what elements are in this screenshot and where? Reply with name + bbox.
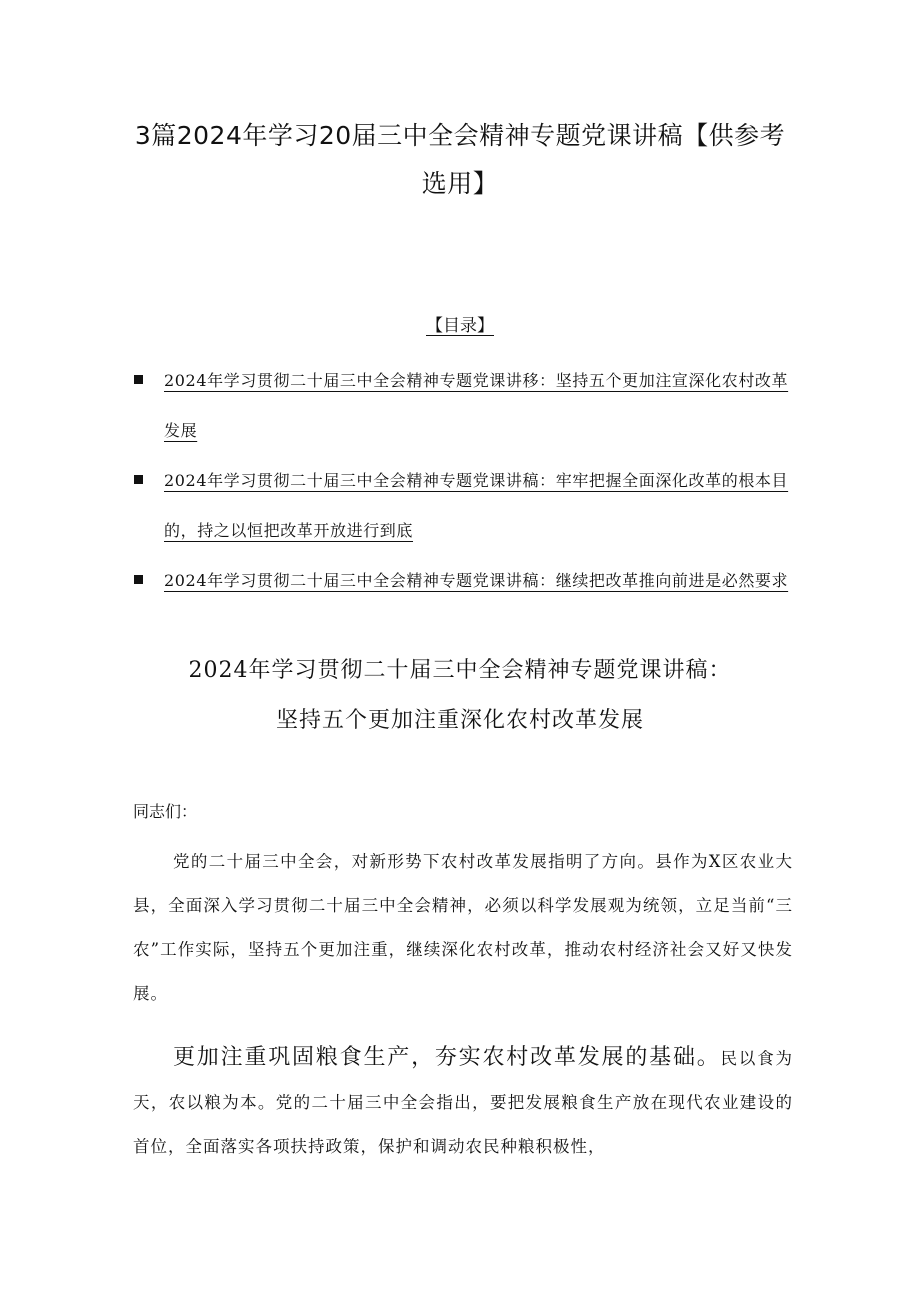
section-title [130, 646, 790, 746]
toc-heading [0, 312, 920, 340]
square-bullet-icon [134, 375, 143, 384]
document-title: 3篇2024年学习20届三中全会精神专题党课讲稿【供参考选用】 [134, 121, 786, 198]
greeting: 同志们： [133, 802, 198, 821]
paragraph-2 [133, 1036, 793, 1169]
square-bullet-icon [134, 475, 143, 484]
paragraph-2-lead: 更加注重巩固粮食生产，夯实农村改革发展的基础。 [173, 1045, 721, 1070]
section-title-line1: 2024年学习贯彻二十届三中全会精神专题党课讲稿： [188, 658, 732, 683]
paragraph-2-body: 民以食为天，农以粮为本。党的二十届三中全会指出，要把发展粮食生产放在现代农业建设的首位，全面落实各项扶持政策，保护和调动农民种粮积极性， [133, 1049, 793, 1156]
toc-item [130, 456, 790, 556]
square-bullet-icon [134, 575, 143, 584]
toc-link-3[interactable]: 2024年学习贯彻二十届三中全会精神专题党课讲稿：继续把改革推向前进是必然要求 [164, 571, 789, 590]
table-of-contents [130, 356, 790, 606]
toc-item [130, 556, 790, 606]
toc-heading-text: 【目录】 [426, 316, 494, 336]
section-title-line2: 坚持五个更加注重深化农村改革发展 [275, 708, 644, 733]
toc-item [130, 356, 790, 456]
toc-link-1[interactable]: 2024年学习贯彻二十届三中全会精神专题党课讲移：坚持五个更加注宣深化农村改革发展 [164, 371, 789, 440]
paragraph-1: 党的二十届三中全会，对新形势下农村改革发展指明了方向。县作为X区农业大县，全面深入学习贯彻二十届三中全会精神，必须以科学发展观为统领，立足当前“三农”工作实际，坚持五个更加注重，继续深化农村改革，推动农村经济社会又好又快发展。 [133, 852, 793, 1003]
toc-link-2[interactable]: 2024年学习贯彻二十届三中全会精神专题党课讲稿：牢牢把握全面深化改革的根本目的，持之以恒把改革开放进行到底 [164, 471, 789, 540]
